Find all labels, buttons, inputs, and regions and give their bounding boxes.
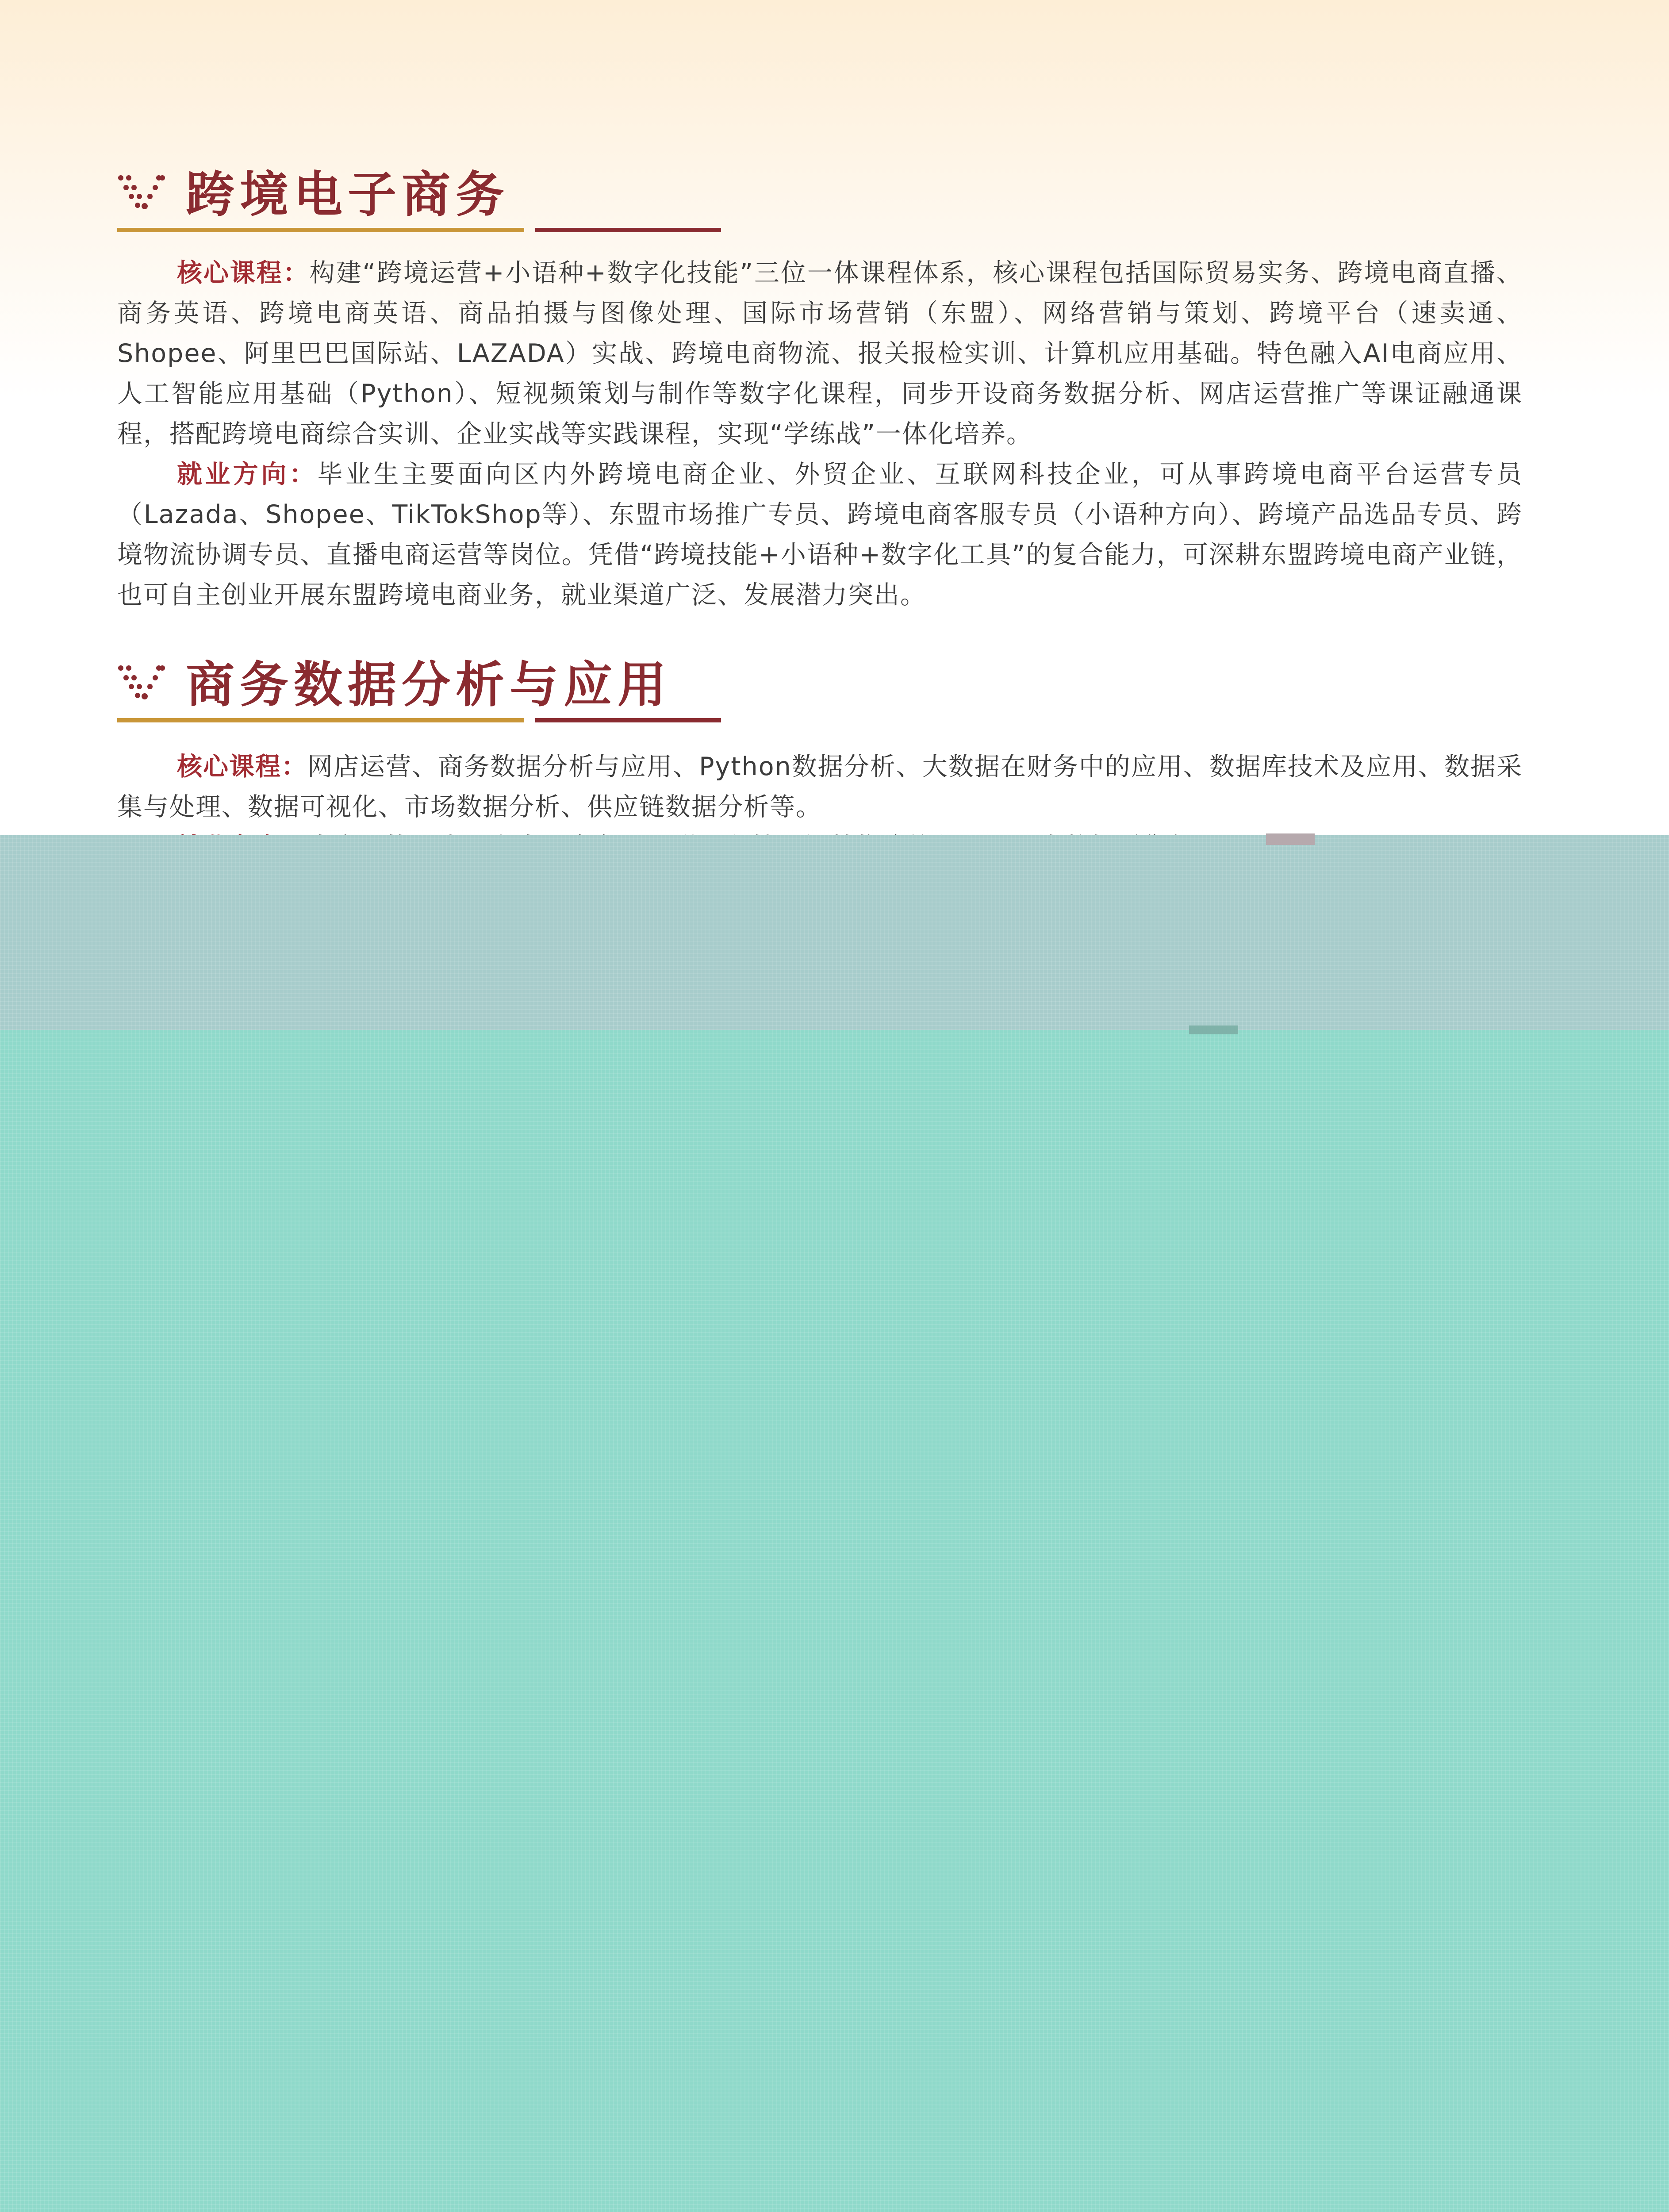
image-artifact: [1189, 1025, 1238, 1034]
corrupted-image-band: [0, 835, 1669, 1030]
core-courses-label: 核心课程：: [177, 258, 310, 288]
title-underline-gold: [117, 228, 524, 232]
career-text: 毕业生主要面向区内外跨境电商企业、外贸企业、互联网科技企业，可从事跨境电商平台运营专员（Lazada、Shopee、TikTokShop等）、东盟市场推广专员、跨境电商客服专员（小语种方向）、跨境产品选品专员、跨境物流协调专员、直播电商运营等岗位。凭借“跨境技能+小语种+数字化工具”的复合能力，可深耕东盟跨境电商产业链，也可自主创业开展东盟跨境电商业务，就业渠道广泛、发展潜力突出。: [117, 460, 1523, 610]
section-title: 商务数据分析与应用: [186, 657, 671, 713]
page-content: [0, 0, 1669, 835]
triangle-dots-icon: [117, 173, 166, 212]
image-artifact: [1266, 833, 1315, 845]
corrupted-image-area: [0, 1030, 1669, 2212]
career-paragraph: [117, 454, 1523, 615]
title-underline-red: [535, 228, 721, 232]
career-label: 就业方向：: [177, 460, 318, 489]
core-courses-text: 构建“跨境运营+小语种+数字化技能”三位一体课程体系，核心课程包括国际贸易实务、跨境电商直播、商务英语、跨境电商英语、商品拍摄与图像处理、国际市场营销（东盟）、网络营销与策划、跨境平台（速卖通、Shopee、阿里巴巴国际站、LAZADA）实战、跨境电商物流、报关报检实训、计算机应用基础。特色融入AI电商应用、人工智能应用基础（Python）、短视频策划与制作等数字化课程，同步开设商务数据分析、网店运营推广等课证融通课程，搭配跨境电商综合实训、企业实战等实践课程，实现“学练战”一体化培养。: [117, 258, 1523, 449]
core-courses-paragraph: [117, 747, 1523, 827]
triangle-dots-icon: [117, 663, 166, 703]
section-title: 跨境电子商务: [186, 166, 510, 223]
core-courses-label: 核心课程：: [177, 752, 308, 781]
core-courses-paragraph: [117, 253, 1523, 454]
core-courses-text: 网店运营、商务数据分析与应用、Python数据分析、大数据在财务中的应用、数据库技术及应用、数据采集与处理、数据可视化、市场数据分析、供应链数据分析等。: [117, 752, 1523, 822]
title-underline-gold: [117, 718, 524, 722]
title-underline-red: [535, 718, 721, 722]
